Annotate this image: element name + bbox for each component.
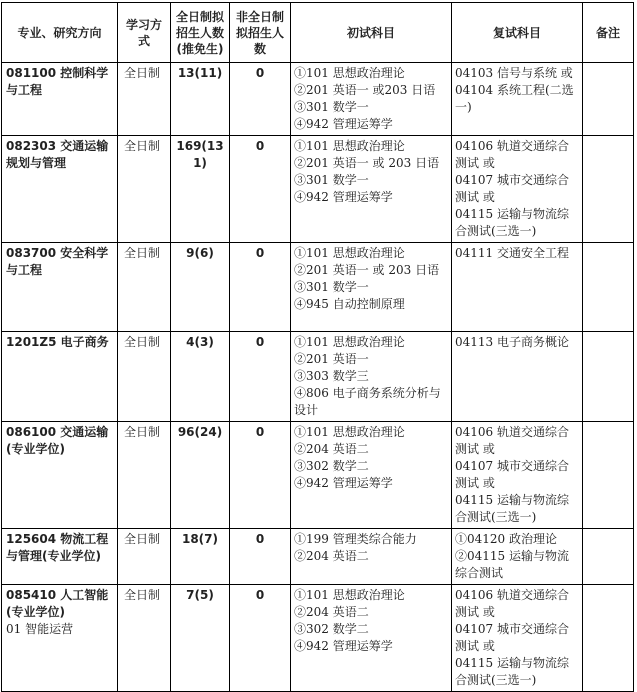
retest-subjects <box>452 585 583 692</box>
part-time-quota: 0 <box>230 529 291 585</box>
initial-subject-item: ③301 数学一 <box>294 100 369 114</box>
header-note: 备注 <box>583 3 634 63</box>
initial-subject-item: ②204 英语二 <box>294 549 369 563</box>
header-mode: 学习方式 <box>118 3 171 63</box>
initial-subjects <box>291 585 452 692</box>
retest-subject-item: 04106 轨道交通综合测试 或 <box>455 425 569 456</box>
initial-subject-item: ④942 管理运筹学 <box>294 639 393 653</box>
table-row <box>2 136 634 243</box>
major-cell <box>2 529 118 585</box>
table-row <box>2 332 634 422</box>
study-mode: 全日制 <box>118 529 171 585</box>
initial-subject-item: ②201 英语一 或 203 日语 <box>294 263 440 277</box>
table-row <box>2 63 634 136</box>
initial-subject-item: ①101 思想政治理论 <box>294 425 405 439</box>
initial-subject-item: ③303 数学三 <box>294 369 369 383</box>
initial-subject-item: ②204 英语二 <box>294 605 369 619</box>
note-cell <box>583 136 634 243</box>
header-major: 专业、研究方向 <box>2 3 118 63</box>
initial-subjects <box>291 136 452 243</box>
retest-subjects <box>452 529 583 585</box>
table-row <box>2 243 634 332</box>
initial-subject-item: ③302 数学二 <box>294 622 369 636</box>
part-time-quota: 0 <box>230 136 291 243</box>
major-name: 086100 交通运输(专业学位) <box>6 425 109 456</box>
note-cell <box>583 243 634 332</box>
retest-subject-item: 04106 轨道交通综合测试 或 <box>455 139 569 170</box>
full-time-quota: 13(11) <box>171 63 230 136</box>
initial-subject-item: ②204 英语二 <box>294 442 369 456</box>
full-time-quota: 96(24) <box>171 422 230 529</box>
study-mode: 全日制 <box>118 332 171 422</box>
initial-subject-item: ④806 电子商务系统分析与设计 <box>294 386 441 417</box>
initial-subject-item: ②201 英语一 <box>294 352 369 366</box>
retest-subject-item: 04115 运输与物流综合测试(三选一) <box>455 207 569 238</box>
header-full-time: 全日制拟招生人数(推免生) <box>171 3 230 63</box>
major-cell <box>2 422 118 529</box>
initial-subject-item: ②201 英语一 或203 日语 <box>294 83 436 97</box>
retest-subjects <box>452 422 583 529</box>
major-cell <box>2 585 118 692</box>
header-retest-subjects: 复试科目 <box>452 3 583 63</box>
major-name: 1201Z5 电子商务 <box>6 335 109 349</box>
initial-subject-item: ④942 管理运筹学 <box>294 190 393 204</box>
initial-subjects <box>291 63 452 136</box>
header-part-time: 非全日制拟招生人数 <box>230 3 291 63</box>
retest-subject-item: 04107 城市交通综合测试 或 <box>455 459 569 490</box>
initial-subject-item: ④942 管理运筹学 <box>294 117 393 131</box>
note-cell <box>583 529 634 585</box>
research-direction: 01 智能运营 <box>6 622 74 636</box>
part-time-quota: 0 <box>230 243 291 332</box>
major-cell <box>2 332 118 422</box>
retest-subject-item: 04106 轨道交通综合测试 或 <box>455 588 569 619</box>
part-time-quota: 0 <box>230 585 291 692</box>
initial-subject-item: ①101 思想政治理论 <box>294 588 405 602</box>
study-mode: 全日制 <box>118 136 171 243</box>
major-name: 082303 交通运输规划与管理 <box>6 139 109 170</box>
full-time-quota: 4(3) <box>171 332 230 422</box>
initial-subjects <box>291 332 452 422</box>
major-cell <box>2 63 118 136</box>
retest-subjects <box>452 243 583 332</box>
note-cell <box>583 585 634 692</box>
table-row <box>2 529 634 585</box>
full-time-quota: 169(131) <box>171 136 230 243</box>
major-name: 081100 控制科学与工程 <box>6 66 109 97</box>
initial-subject-item: ①101 思想政治理论 <box>294 246 405 260</box>
study-mode: 全日制 <box>118 422 171 529</box>
retest-subject-item: 04113 电子商务概论 <box>455 335 569 349</box>
major-name: 083700 安全科学与工程 <box>6 246 109 277</box>
major-cell <box>2 136 118 243</box>
study-mode: 全日制 <box>118 63 171 136</box>
initial-subject-item: ②201 英语一 或 203 日语 <box>294 156 440 170</box>
note-cell <box>583 63 634 136</box>
full-time-quota: 18(7) <box>171 529 230 585</box>
retest-subject-item: 04107 城市交通综合测试 或 <box>455 622 569 653</box>
initial-subject-item: ③301 数学一 <box>294 280 369 294</box>
part-time-quota: 0 <box>230 63 291 136</box>
initial-subject-item: ④942 管理运筹学 <box>294 476 393 490</box>
part-time-quota: 0 <box>230 332 291 422</box>
retest-subject-item: 04115 运输与物流综合测试(三选一) <box>455 493 569 524</box>
admissions-table <box>1 2 634 692</box>
initial-subjects <box>291 243 452 332</box>
initial-subject-item: ④945 自动控制原理 <box>294 297 405 311</box>
retest-subject-item: 04107 城市交通综合测试 或 <box>455 173 569 204</box>
table-row <box>2 422 634 529</box>
header-initial-subjects: 初试科目 <box>291 3 452 63</box>
full-time-quota: 9(6) <box>171 243 230 332</box>
study-mode: 全日制 <box>118 585 171 692</box>
note-cell <box>583 332 634 422</box>
retest-subject-item: ①04120 政治理论 <box>455 532 557 546</box>
initial-subject-item: ①101 思想政治理论 <box>294 335 405 349</box>
retest-subjects <box>452 136 583 243</box>
part-time-quota: 0 <box>230 422 291 529</box>
initial-subject-item: ①101 思想政治理论 <box>294 66 405 80</box>
initial-subjects <box>291 529 452 585</box>
retest-subjects <box>452 332 583 422</box>
initial-subjects <box>291 422 452 529</box>
header-row <box>2 3 634 63</box>
initial-subject-item: ③301 数学一 <box>294 173 369 187</box>
major-cell <box>2 243 118 332</box>
initial-subject-item: ①101 思想政治理论 <box>294 139 405 153</box>
table-row <box>2 585 634 692</box>
retest-subject-item: ②04115 运输与物流综合测试 <box>455 549 569 580</box>
initial-subject-item: ①199 管理类综合能力 <box>294 532 417 546</box>
retest-subject-item: 04111 交通安全工程 <box>455 246 569 260</box>
study-mode: 全日制 <box>118 243 171 332</box>
major-name: 125604 物流工程与管理(专业学位) <box>6 532 109 563</box>
retest-subject-item: 04103 信号与系统 或 04104 系统工程(二选一) <box>455 66 574 114</box>
retest-subject-item: 04115 运输与物流综合测试(三选一) <box>455 656 569 687</box>
note-cell <box>583 422 634 529</box>
initial-subject-item: ③302 数学二 <box>294 459 369 473</box>
full-time-quota: 7(5) <box>171 585 230 692</box>
major-name: 085410 人工智能(专业学位) <box>6 588 109 619</box>
retest-subjects <box>452 63 583 136</box>
